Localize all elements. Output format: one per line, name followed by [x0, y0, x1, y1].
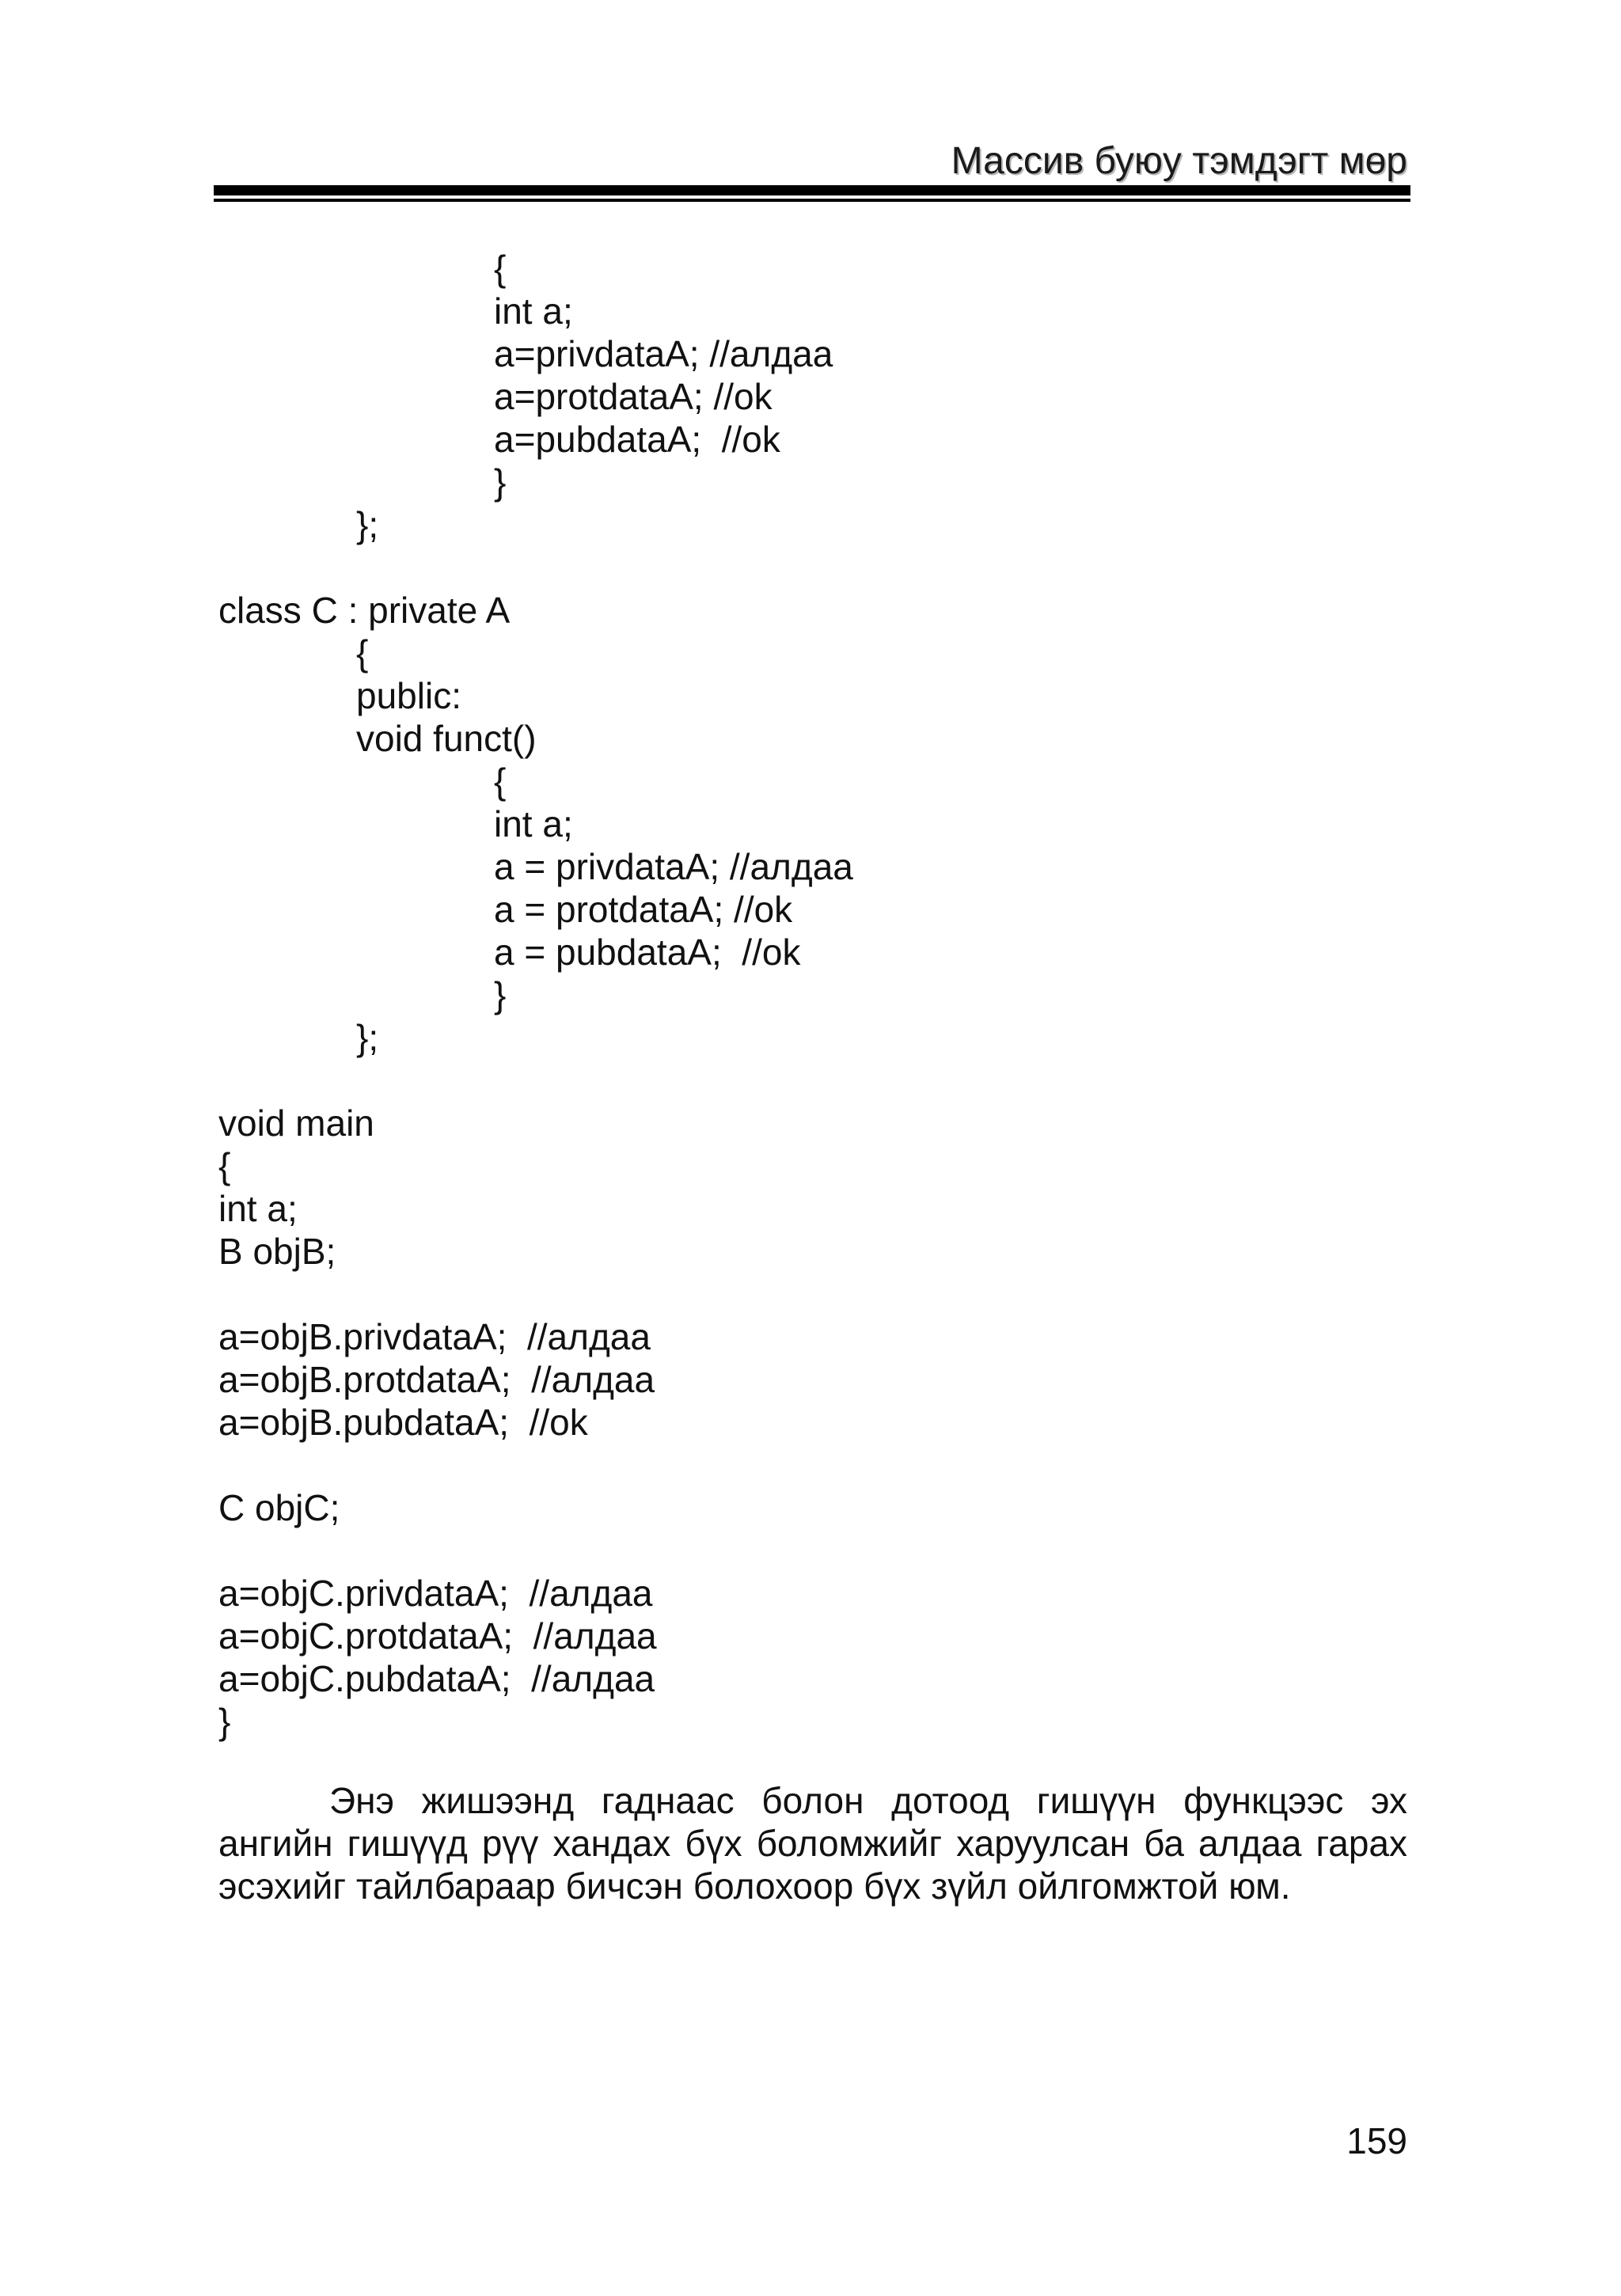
code-line: class C : private A [218, 590, 511, 631]
code-line: { [356, 632, 369, 674]
code-line: void funct() [356, 718, 537, 759]
code-line: a = pubdataA; //ok [494, 932, 801, 973]
code-line: int a; [494, 803, 573, 844]
code-line: a = privdataA; //алдаа [494, 846, 853, 887]
code-line: a=objB.pubdataA; //ok [218, 1402, 588, 1443]
explanation-paragraph: Энэ жишээнд гаднаас болон дотоод гишүүн функцээс эх ангийн гишүүд рүү хандах бүх боломжийг харуулсан ба алдаа гарах эсэхийг тайлбараар бичсэн болохоор бүх зүйл ойлгомжтой юм. [218, 1780, 1407, 1907]
code-line: a = protdataA; //ok [494, 889, 793, 930]
code-line: { [494, 248, 507, 289]
code-line: public: [356, 675, 461, 716]
code-line: a=privdataA; //алдаа [494, 333, 833, 374]
code-blank-line [218, 1529, 1406, 1572]
code-line: { [218, 1145, 231, 1186]
code-line: a=objB.protdataA; //алдаа [218, 1359, 655, 1400]
code-line: } [218, 1701, 231, 1742]
header-rule-thin [214, 199, 1410, 202]
code-line: }; [356, 1017, 379, 1058]
code-line: { [494, 761, 507, 802]
code-line: void main [218, 1102, 374, 1144]
code-line: int a; [218, 1188, 298, 1229]
code-line: } [494, 461, 507, 503]
code-blank-line [218, 546, 1406, 589]
code-listing [218, 247, 1406, 1743]
code-blank-line [218, 1444, 1406, 1486]
page-number: 159 [1346, 2120, 1407, 2161]
code-line: int a; [494, 290, 573, 332]
code-blank-line [218, 1273, 1406, 1315]
running-header: Массив буюу тэмдэгт мөр [951, 140, 1407, 182]
code-line: B objB; [218, 1231, 336, 1272]
code-line: a=protdataA; //ok [494, 376, 773, 417]
code-line: a=objC.protdataA; //алдаа [218, 1615, 657, 1657]
code-line: }; [356, 504, 379, 545]
code-blank-line [218, 1059, 1406, 1102]
code-line: a=objB.privdataA; //алдаа [218, 1316, 651, 1357]
header-rule-thick [214, 185, 1410, 195]
code-line: a=objC.pubdataA; //алдаа [218, 1658, 655, 1699]
code-line: a=objC.privdataA; //алдаа [218, 1573, 653, 1614]
code-line: } [494, 974, 507, 1015]
code-line: a=pubdataA; //ok [494, 419, 780, 460]
code-line: C objC; [218, 1487, 340, 1528]
